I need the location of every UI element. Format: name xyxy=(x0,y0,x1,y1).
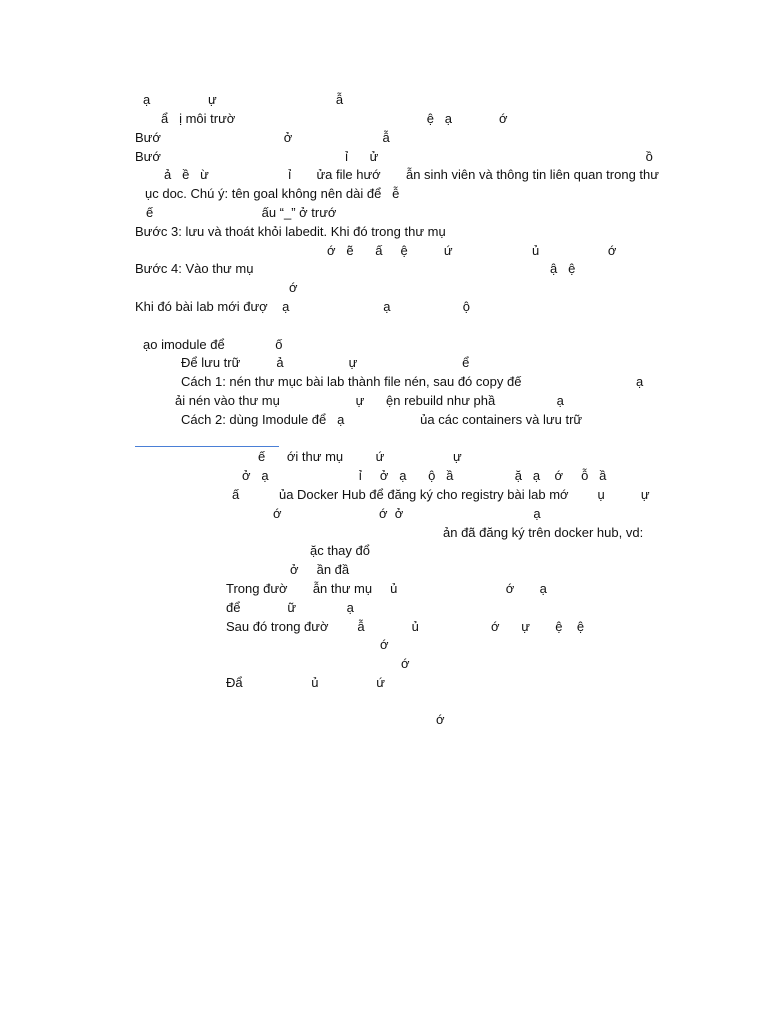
text-line: Bướ ỉ ử ồ xyxy=(135,149,653,164)
text-line: ế ấu “_” ở trướ xyxy=(146,205,337,220)
text-line: ải nén vào thư mụ ự ện rebuild như phầ ạ xyxy=(175,393,564,408)
text-line: Cách 2: dùng Imodule để ạ ủa các containers và lưu trữ xyxy=(181,412,583,427)
text-line: Đẩ ủ ứ xyxy=(226,675,385,690)
text-line: Bước 3: lưu và thoát khỏi labedit. Khi đó trong thư mụ xyxy=(135,224,446,239)
text-line: ở ạ ỉ ở ạ ộ ầ ặ ạ ớ ỗ ầ xyxy=(242,468,607,483)
text-line: Cách 1: nén thư mục bài lab thành file nén, sau đó copy đế xyxy=(181,374,522,389)
text-line: Sau đó trong đườ ẫ ủ ớ ự ệ ệ xyxy=(226,619,585,634)
text-line: ả ề ừ ỉ ửa file hướ ẫn sinh viên và thông tin liên quan trong thư xyxy=(164,167,659,182)
text-line: ớ xyxy=(436,712,445,727)
text-line: ạ xyxy=(636,374,644,389)
text-line: Trong đườ ẫn thư mụ ủ ớ ạ xyxy=(226,581,547,596)
text-line: ớ xyxy=(289,280,298,295)
text-line: ớ xyxy=(380,637,389,652)
text-line: Để lưu trữ ả ự ể xyxy=(181,355,470,370)
text-line: ạ ự ẫ xyxy=(143,92,344,107)
text-line: ở ần đầ xyxy=(290,562,350,577)
text-line: ế ới thư mụ ứ ự xyxy=(258,449,462,464)
text-line: ớ ẽ ấ ệ ứ ủ ớ xyxy=(327,243,617,258)
text-line: ản đã đăng ký trên docker hub, vd: xyxy=(443,525,644,540)
text-line: ấ ủa Docker Hub để đăng ký cho registry bài lab mớ ụ ự xyxy=(232,487,650,502)
underline-rule xyxy=(135,446,279,447)
text-line: ục doc. Chú ý: tên goal không nên dài để ễ xyxy=(145,186,400,201)
text-line: ớ xyxy=(401,656,410,671)
text-line: ạo imodule để ố xyxy=(143,337,283,352)
text-line: ậ ệ xyxy=(550,261,576,276)
text-line: ẩ ị môi trườ ệ ạ ớ xyxy=(161,111,508,126)
text-line: Bước 4: Vào thư mụ xyxy=(135,261,254,276)
text-line: để ữ ạ xyxy=(226,600,354,615)
text-line: Bướ ở ẫ xyxy=(135,130,390,145)
text-line: ặc thay đổ xyxy=(310,543,370,558)
text-line: Khi đó bài lab mới đượ ạ ạ ộ xyxy=(135,299,470,314)
text-line: ớ ớ ở ạ xyxy=(273,506,541,521)
